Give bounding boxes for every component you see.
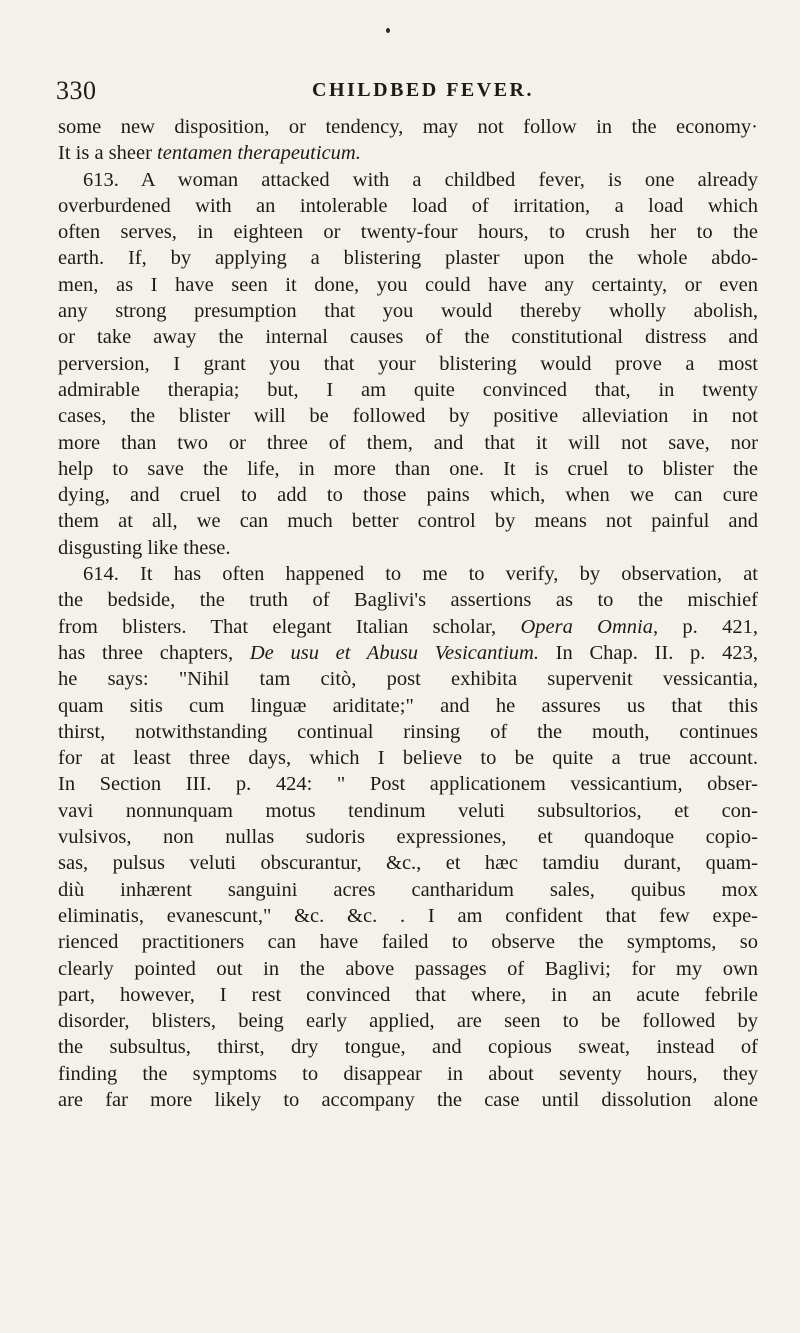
text-line: or take away the internal causes of the constitutional distress and	[58, 326, 758, 349]
text-line: the bedside, the truth of Baglivi's assertions as to the mischief	[58, 589, 758, 612]
running-head: CHILDBED FEVER.	[312, 79, 534, 101]
italic-phrase: De usu et Abusu Vesicantium.	[249, 641, 539, 664]
text-segment: It is a sheer	[58, 142, 158, 165]
text-line	[58, 140, 758, 166]
text-line: diù inhærent sanguini acres cantharidum sales, quibus mox	[58, 878, 758, 901]
text-line: overburdened with an intolerable load of irritation, a load which	[58, 194, 758, 217]
text-line: disgusting like these.	[58, 536, 231, 559]
text-line: part, however, I rest convinced that where, in an acute febrile	[58, 983, 758, 1006]
page-header	[56, 76, 756, 106]
page-number: 330	[56, 76, 97, 105]
text-line: for at least three days, which I believe to be quite a true account.	[58, 747, 758, 770]
text-line: disorder, blisters, being early applied, are seen to be followed by	[58, 1010, 758, 1033]
text-line: perversion, I grant you that your blistering would prove a most	[58, 352, 758, 375]
italic-phrase: Opera Omnia	[520, 615, 653, 638]
text-line: men, as I have seen it done, you could have any certainty, or even	[58, 273, 758, 296]
text-line: vavi nonnunquam motus tendinum veluti subsultorios, et con-	[58, 799, 758, 822]
text-line: clearly pointed out in the above passages of Baglivi; for my own	[58, 957, 758, 980]
body-text	[58, 114, 758, 1113]
text-line: quam sitis cum linguæ ariditate;" and he assures us that this	[58, 694, 758, 717]
text-line: In Section III. p. 424: " Post applicationem vessicantium, obser-	[58, 773, 758, 796]
text-line: 614. It has often happened to me to verify, by observation, at	[83, 563, 758, 586]
text-line	[58, 614, 758, 640]
text-line: more than two or three of them, and that it will not save, nor	[58, 431, 758, 454]
text-segment: In Chap. II. p. 423,	[538, 641, 759, 664]
text-line: eliminatis, evanescunt," &c. &c. . I am confident that few expe-	[58, 904, 758, 927]
text-line: vulsivos, non nullas sudoris expressiones, et quandoque copio-	[58, 826, 758, 849]
text-line	[58, 640, 758, 666]
text-line: dying, and cruel to add to those pains which, when we can cure	[58, 484, 758, 507]
text-line: are far more likely to accompany the case until dissolution alone	[58, 1088, 758, 1111]
text-line: admirable therapia; but, I am quite convinced that, in twenty	[58, 378, 758, 401]
text-line: often serves, in eighteen or twenty-four hours, to crush her to the	[58, 221, 758, 244]
ink-dot	[386, 28, 390, 33]
italic-phrase: tentamen therapeuticum.	[157, 142, 361, 165]
text-line: he says: "Nihil tam citò, post exhibita supervenit vessicantia,	[58, 668, 758, 691]
text-line: thirst, notwithstanding continual rinsing of the mouth, continues	[58, 720, 758, 743]
text-line: sas, pulsus veluti obscurantur, &c., et hæc tamdiu durant, quam-	[58, 852, 758, 875]
text-line: them at all, we can much better control by means not painful and	[58, 510, 758, 533]
text-line: any strong presumption that you would thereby wholly abolish,	[58, 300, 758, 323]
text-line: earth. If, by applying a blistering plaster upon the whole abdo-	[58, 247, 758, 270]
text-line: help to save the life, in more than one. It is cruel to blister the	[58, 457, 758, 480]
text-line: finding the symptoms to disappear in about seventy hours, they	[58, 1062, 758, 1085]
text-line: cases, the blister will be followed by positive alleviation in not	[58, 405, 758, 428]
text-segment: , p. 421,	[652, 615, 759, 638]
text-line: rienced practitioners can have failed to observe the symptoms, so	[58, 931, 758, 954]
text-line: the subsultus, thirst, dry tongue, and copious sweat, instead of	[58, 1036, 758, 1059]
text-line: 613. A woman attacked with a childbed fever, is one already	[83, 168, 758, 191]
text-line: some new disposition, or tendency, may not follow in the economy·	[58, 116, 758, 138]
text-segment: has three chapters,	[58, 641, 250, 664]
text-segment: from blisters. That elegant Italian scholar,	[58, 615, 521, 638]
